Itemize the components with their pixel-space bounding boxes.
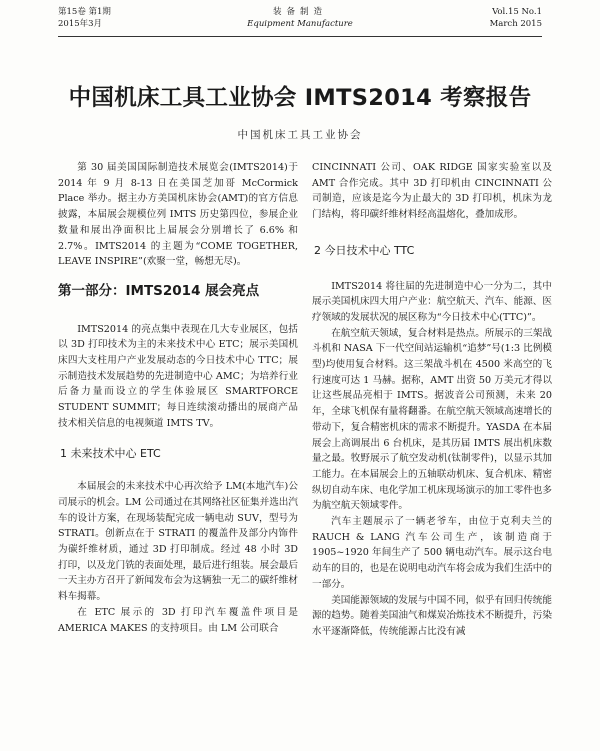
journal-name-cn: 装备制造 bbox=[272, 7, 327, 17]
issue-number: 第15卷 第1期 bbox=[58, 7, 111, 17]
body-paragraph: 本届展会的未来技术中心再次给予 LM(本地汽车)公司展示的机会。LM 公司通过在其网络社区征集并选出汽车的设计方案，在现场装配完成一辆电动 SUV，型号为 STRATI。创新点在于 STRATI 的覆盖件及部分内饰件为碳纤维材质，通过 3D 打印制成。经过 48 小时 3D 打印，以及龙门铣的表面处理，最后进行组装。展会最后一天主办方召开了新闻发布会为这辆独一无二的碳纤维材料车揭幕。 bbox=[58, 481, 298, 603]
body-paragraph: IMTS2014 将往届的先进制造中心一分为二，其中展示美国机床四大用户产业：航空航天、汽车、能源、医疗领域的发展状况的展区称为“今日技术中心(TTC)”。 bbox=[312, 280, 552, 323]
section-heading: 第一部分：IMTS2014 展会亮点 bbox=[58, 282, 260, 299]
volume-en: Vol.15 No.1 bbox=[492, 7, 542, 17]
body-paragraph: 在 ETC 展示的 3D 打印汽车覆盖件项目是 AMERICA MAKES 的支持项目。由 LM 公司联合 bbox=[58, 606, 298, 634]
body-paragraph: 在航空航天领域，复合材料是热点。所展示的三架战斗机和 NASA 下一代空间站运输机“追梦”号(1:3 比例模型)均使用复合材料。这三架战斗机在 4500 米高空的飞行速度可达 1 马赫。据称，AMT 出资 50 万美元才得以让这些展品亮相于 IMTS。据波音公司预测，未来 20 年，全球飞机保有量将翻番。在航空航天领域高速增长的带动下，复合精密机床的需求不断提升。YASDA 在本届展会上高调展出 6 台机床，是其历届 IMTS 展出机床数量之最。牧野展示了航空发动机(钛制零件)，以显示其加工能力。在本届展会上的五轴联动机床、复合机床、精密纵切自动车床、电化学加工机床现场演示的加工零件也多为航空航天领域零件。 bbox=[312, 327, 552, 512]
left-column bbox=[58, 160, 298, 636]
body-paragraph: 美国能源领域的发展与中国不同，似乎有回归传统能源的趋势。随着美国油气和煤炭冶炼技术不断提升，污染水平逐渐降低，传统能源占比没有减 bbox=[312, 594, 552, 637]
intro-paragraph: 第 30 届美国国际制造技术展览会(IMTS2014)于 2014 年 9 月 8-13 日在美国芝加哥 McCormick Place 举办。据主办方美国机床协会(AMT)的官方信息披露，本届展会规模位列 IMTS 历史第四位，参展企业数量和展出净面积比上届展会分别增长了 6.6% 和 2.7%。IMTS2014 的主题为“COME TOGETHER, LEAVE INSPIRE”(欢聚一堂，畅想无尽)。 bbox=[58, 162, 298, 268]
date-en: March 2015 bbox=[489, 19, 542, 29]
running-header bbox=[58, 6, 542, 36]
continued-paragraph: CINCINNATI 公司、OAK RIDGE 国家实验室以及 AMT 合作完成。其中 3D 打印机由 CINCINNATI 公司制造，应该是迄今为止最大的 3D 打印机，机床为龙门结构，将印碳纤维材料经高温熔化，叠加成形。 bbox=[312, 162, 552, 221]
right-column bbox=[312, 160, 552, 640]
body-paragraph: 汽车主题展示了一辆老爷车，由位于克利夫兰的 RAUCH & LANG 汽车公司生产，该制造商于 1905~1920 年间生产了 500 辆电动汽车。展示这台电动车的目的，也是在说明电动汽车将会成为我们生活中的一部分。 bbox=[312, 516, 552, 590]
article-title: 中国机床工具工业协会 IMTS2014 考察报告 bbox=[68, 85, 532, 111]
header-rule bbox=[58, 36, 542, 37]
journal-name-en: Equipment Manufacture bbox=[247, 19, 353, 29]
section-paragraph: IMTS2014 的亮点集中表现在几大专业展区，包括以 3D 打印技术为主的未来技术中心 ETC；展示美国机床四大支柱用户产业发展动态的今日技术中心 TTC；展示制造技术发展趋势的先进制造中心 AMC；为培养行业后备力量而设立的学生体验展区 SMARTFORCE STUDENT SUMMIT；每日连续滚动播出的展商产品技术相关信息的电视频道 IMTS TV。 bbox=[58, 323, 298, 429]
issue-date: 2015年3月 bbox=[58, 19, 103, 29]
subsection-heading: 2 今日技术中心 TTC bbox=[314, 243, 415, 257]
article-author: 中国机床工具工业协会 bbox=[237, 129, 363, 141]
header-right bbox=[490, 6, 542, 30]
subsection-heading: 1 未来技术中心 ETC bbox=[60, 446, 161, 460]
header-center bbox=[58, 6, 542, 30]
